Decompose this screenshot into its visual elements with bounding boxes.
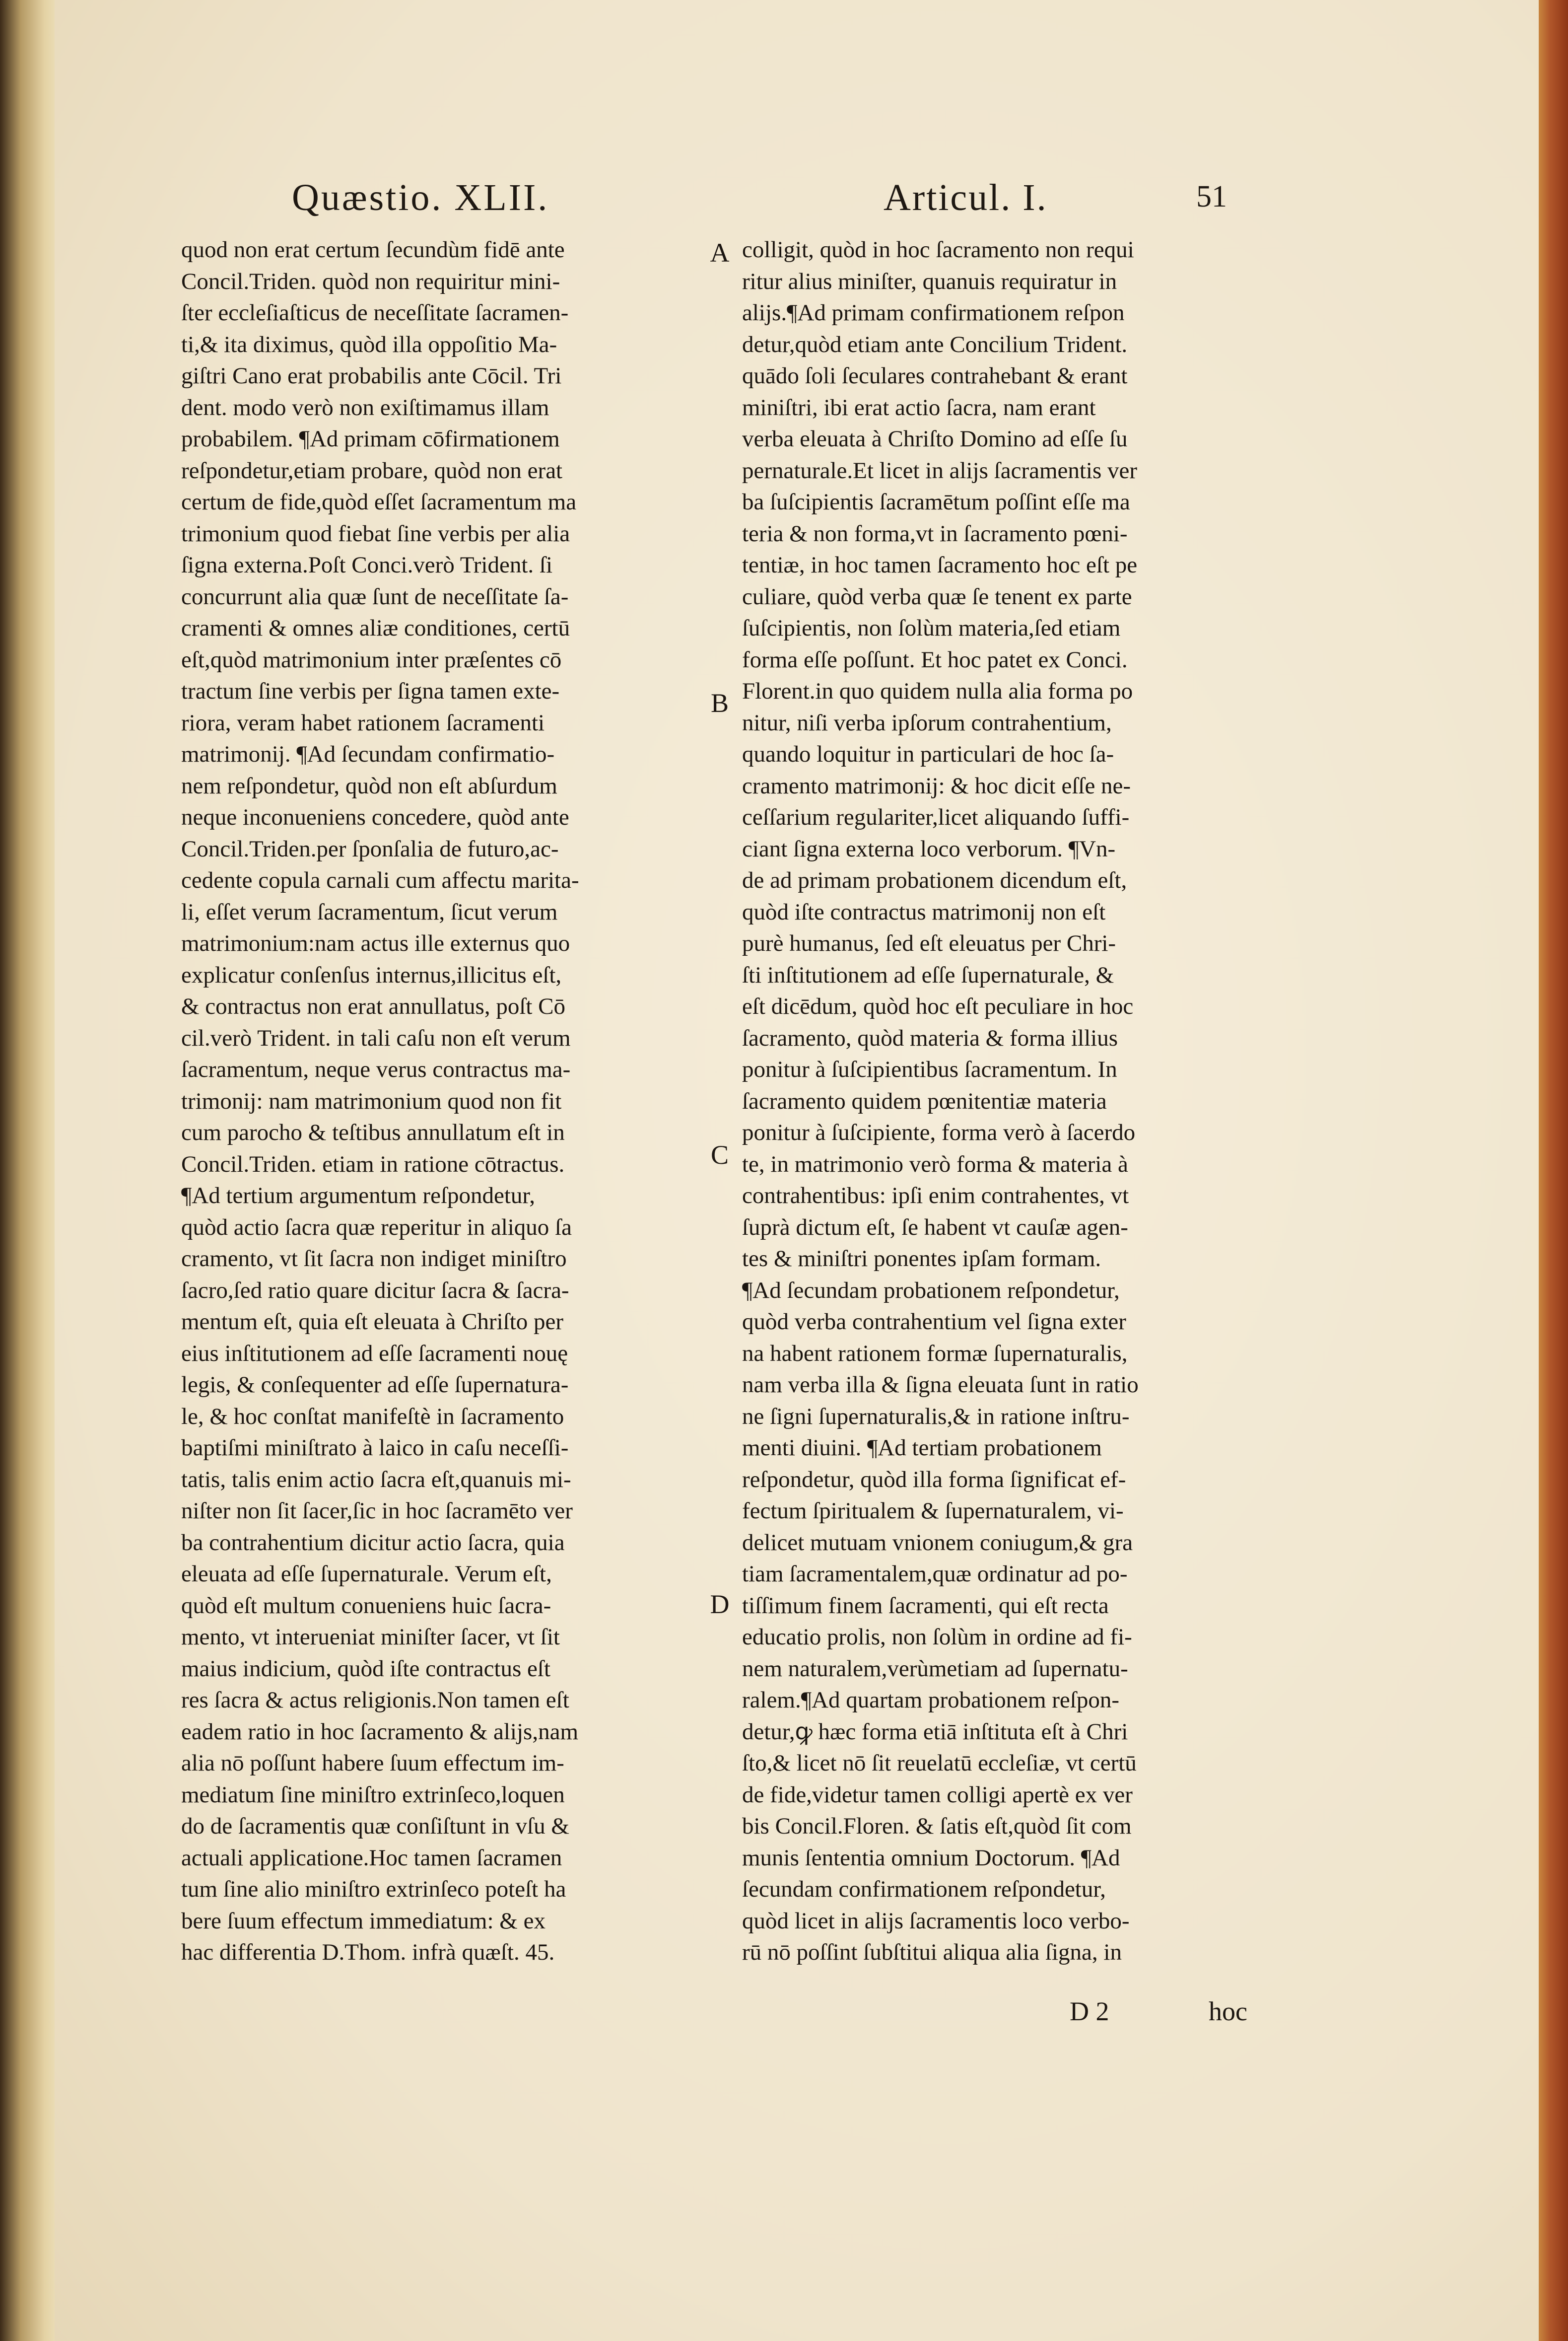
text-line: actuali applicatione.Hoc tamen ſacramen	[181, 1844, 562, 1871]
text-line: eſt,quòd matrimonium inter præſentes cō	[181, 646, 562, 673]
text-line: ſti inſtitutionem ad eſſe ſupernaturale, &	[742, 962, 1114, 988]
text-line: delicet mutuam vnionem coniugum,& gra	[742, 1529, 1133, 1556]
text-line: munis ſententia omnium Doctorum. ¶Ad	[742, 1844, 1120, 1871]
text-line: quòd actio ſacra quæ reperitur in aliquo ſa	[181, 1214, 572, 1240]
text-line: dent. modo verò non exiſtimamus illam	[181, 394, 549, 421]
text-line: purè humanus, ſed eſt eleuatus per Chri-	[742, 930, 1116, 956]
text-line: alia nō poſſunt habere ſuum effectum im-	[181, 1750, 564, 1776]
text-line: nam verba illa & ſigna eleuata ſunt in ratio	[742, 1372, 1139, 1398]
text-line: bere ſuum effectum immediatum: & ex	[181, 1908, 545, 1934]
text-line: legis, & conſequenter ad eſſe ſupernatura-	[181, 1372, 569, 1398]
text-line: ritur alius miniſter, quanuis requiratur in	[742, 268, 1117, 294]
text-line: ſuprà dictum eſt, ſe habent vt cauſæ agen-	[742, 1214, 1128, 1240]
text-line: ſuſcipientis, non ſolùm materia,ſed etiam	[742, 615, 1121, 641]
text-line: detur,ꝙ hæc forma etiā inſtituta eſt à Chri	[742, 1718, 1128, 1745]
text-line: cedente copula carnali cum affectu marita-	[181, 867, 579, 893]
text-line: Concil.Triden. quòd non requiritur mini-	[181, 268, 560, 294]
text-line: eadem ratio in hoc ſacramento & alijs,nam	[181, 1718, 579, 1745]
text-line: baptiſmi miniſtrato à laico in caſu neceſſi-	[181, 1435, 569, 1461]
margin-letter-a: A	[710, 238, 730, 268]
text-line: quòd verba contrahentium vel ſigna exter	[742, 1309, 1126, 1335]
text-line: ſacramento, quòd materia & forma illius	[742, 1025, 1118, 1051]
text-line: quòd eſt multum conueniens huic ſacra-	[181, 1592, 551, 1619]
page-edge-right	[1538, 0, 1568, 2341]
text-line: miniſtri, ibi erat actio ſacra, nam erant	[742, 394, 1096, 421]
book-binding-left	[0, 0, 60, 2341]
running-header	[55, 171, 1539, 226]
text-line: probabilem. ¶Ad primam cōfirmationem	[181, 426, 560, 452]
text-line: mentum eſt, quia eſt eleuata à Chriſto per	[181, 1309, 564, 1335]
text-line: concurrunt alia quæ ſunt de neceſſitate ſa-	[181, 583, 569, 610]
text-line: matrimonij. ¶Ad ſecundam confirmatio-	[181, 741, 555, 767]
text-line: colligit, quòd in hoc ſacramento non requi	[742, 237, 1134, 263]
text-line: hac differentia D.Thom. infrà quæſt. 45.	[181, 1939, 555, 1965]
text-line: ne ſigni ſupernaturalis,& in ratione inſtru-	[742, 1403, 1130, 1429]
text-line: menti diuini. ¶Ad tertiam probationem	[742, 1435, 1102, 1461]
text-line: tatis, talis enim actio ſacra eſt,quanuis mi-	[181, 1466, 571, 1492]
text-line: & contractus non erat annullatus, poſt Cō	[181, 993, 566, 1019]
text-line: cramento matrimonij: & hoc dicit eſſe ne-	[742, 773, 1131, 799]
text-line: de ad primam probationem dicendum eſt,	[742, 867, 1127, 893]
text-line: detur,quòd etiam ante Concilium Trident.	[742, 331, 1128, 357]
text-line: educatio prolis, non ſolùm in ordine ad fi-	[742, 1624, 1132, 1650]
text-line: cil.verò Trident. in tali caſu non eſt verum	[181, 1025, 571, 1051]
text-line: reſpondetur,etiam probare, quòd non erat	[181, 457, 563, 484]
text-line: li, eſſet verum ſacramentum, ſicut verum	[181, 899, 558, 925]
text-line: na habent rationem formæ ſupernaturalis,	[742, 1340, 1128, 1366]
text-line: cramenti & omnes aliæ conditiones, certū	[181, 615, 570, 641]
text-line: mento, vt interueniat miniſter ſacer, vt ſit	[181, 1624, 560, 1650]
text-line: rū nō poſſint ſubſtitui aliqua alia ſigna, in	[742, 1939, 1122, 1965]
text-line: nem reſpondetur, quòd non eſt abſurdum	[181, 773, 557, 799]
text-line: te, in matrimonio verò forma & materia à	[742, 1151, 1128, 1177]
text-line: quādo ſoli ſeculares contrahebant & erant	[742, 363, 1128, 389]
text-line: quando loquitur in particulari de hoc ſa-	[742, 741, 1114, 767]
header-quaestio: Quæstio. XLII.	[292, 177, 549, 218]
text-line: teria & non forma,vt in ſacramento pœni-	[742, 520, 1128, 547]
text-line: eleuata ad eſſe ſupernaturale. Verum eſt,	[181, 1561, 552, 1587]
text-line: de fide,videtur tamen colligi apertè ex ver	[742, 1781, 1133, 1808]
text-line: ſacramentum, neque verus contractus ma-	[181, 1057, 571, 1082]
text-line: eius inſtitutionem ad eſſe ſacramenti nouę	[181, 1340, 568, 1366]
text-line: contrahentibus: ipſi enim contrahentes, vt	[742, 1183, 1129, 1208]
book-page	[55, 0, 1539, 2341]
text-line: ceſſarium regulariter,licet aliquando ſuffi-	[742, 804, 1130, 830]
text-line: Concil.Triden. etiam in ratione cōtractus.	[181, 1151, 565, 1177]
text-line: certum de fide,quòd eſſet ſacramentum ma	[181, 489, 577, 515]
margin-letter-d: D	[710, 1589, 730, 1619]
text-line: bis Concil.Floren. & ſatis eſt,quòd ſit com	[742, 1813, 1132, 1839]
text-line: maius indicium, quòd iſte contractus eſt	[181, 1655, 551, 1682]
text-line: ſter eccleſiaſticus de neceſſitate ſacramen-	[181, 300, 569, 326]
text-line: ralem.¶Ad quartam probationem reſpon-	[742, 1687, 1119, 1713]
text-line: explicatur conſenſus internus,illicitus eſt,	[181, 962, 562, 988]
text-line: do de ſacramentis quæ conſiſtunt in vſu &	[181, 1813, 569, 1839]
text-line: ponitur à ſuſcipiente, forma verò à ſacerdo	[742, 1120, 1136, 1145]
text-line: nitur, niſi verba ipſorum contrahentium,	[742, 709, 1112, 736]
text-line: cramento, vt ſit ſacra non indiget miniſtro	[181, 1246, 567, 1272]
text-line: ba ſuſcipientis ſacramētum poſſint eſſe ma	[742, 489, 1130, 515]
text-line: ¶Ad ſecundam probationem reſpondetur,	[742, 1277, 1120, 1303]
text-line: tiam ſacramentalem,quæ ordinatur ad po-	[742, 1561, 1128, 1587]
text-line: ſto,& licet nō ſit reuelatū eccleſiæ, vt certū	[742, 1750, 1137, 1776]
text-line: reſpondetur, quòd illa forma ſignificat ef-	[742, 1466, 1126, 1492]
text-line: matrimonium:nam actus ille externus quo	[181, 930, 570, 956]
text-line: forma eſſe poſſunt. Et hoc patet ex Conci.	[742, 646, 1128, 673]
text-line: trimonij: nam matrimonium quod non fit	[181, 1088, 562, 1114]
text-line: tractum ſine verbis per ſigna tamen exte-	[181, 678, 560, 704]
text-line: trimonium quod fiebat ſine verbis per alia	[181, 520, 570, 547]
text-line: le, & hoc conſtat manifeſtè in ſacramento	[181, 1403, 564, 1429]
page-number: 51	[1196, 180, 1227, 213]
text-line: tentiæ, in hoc tamen ſacramento hoc eſt pe	[742, 552, 1138, 578]
text-line: tum ſine alio miniſtro extrinſeco poteſt ha	[181, 1876, 566, 1902]
text-line: ba contrahentium dicitur actio ſacra, quia	[181, 1529, 565, 1556]
text-line: quòd licet in alijs ſacramentis loco verbo-	[742, 1908, 1130, 1934]
text-line: ponitur à ſuſcipientibus ſacramentum. In	[742, 1057, 1117, 1082]
text-line: verba eleuata à Chriſto Domino ad eſſe ſu	[742, 426, 1128, 452]
text-line: culiare, quòd verba quæ ſe tenent ex parte	[742, 583, 1132, 610]
signature-mark: D 2	[1070, 1996, 1109, 2026]
text-line: ſigna externa.Poſt Conci.verò Trident. ſi	[181, 552, 553, 578]
text-column-left	[181, 234, 747, 1969]
text-line: res ſacra & actus religionis.Non tamen eſt	[181, 1687, 569, 1713]
text-column-right	[742, 234, 1320, 1969]
text-line: eſt dicēdum, quòd hoc eſt peculiare in hoc	[742, 993, 1134, 1019]
text-line: quòd iſte contractus matrimonij non eſt	[742, 899, 1106, 925]
text-line: giſtri Cano erat probabilis ante Cōcil. Tri	[181, 363, 562, 389]
text-line: mediatum ſine miniſtro extrinſeco,loquen	[181, 1781, 565, 1808]
text-line: niſter non ſit ſacer,ſic in hoc ſacramēto ver	[181, 1498, 573, 1524]
text-line: tes & miniſtri ponentes ipſam formam.	[742, 1246, 1101, 1272]
margin-letter-b: B	[710, 688, 729, 718]
text-line: pernaturale.Et licet in alijs ſacramentis ver	[742, 457, 1138, 484]
catchword: hoc	[1209, 1996, 1247, 2026]
text-line: ſecundam confirmationem reſpondetur,	[742, 1876, 1106, 1902]
text-line: ſacro,ſed ratio quare dicitur ſacra & ſacra-	[181, 1277, 569, 1303]
text-line: riora, veram habet rationem ſacramenti	[181, 709, 545, 736]
text-line: ſacramento quidem pœnitentiæ materia	[742, 1088, 1107, 1114]
text-line: ciant ſigna externa loco verborum. ¶Vn-	[742, 836, 1116, 862]
text-line: tiſſimum finem ſacramenti, qui eſt recta	[742, 1592, 1109, 1619]
text-line: cum parocho & teſtibus annullatum eſt in	[181, 1120, 565, 1145]
text-line: ti,& ita diximus, quòd illa oppoſitio Ma-	[181, 331, 557, 357]
text-line: alijs.¶Ad primam confirmationem reſpon	[742, 300, 1125, 326]
text-line: nem naturalem,verùmetiam ad ſupernatu-	[742, 1655, 1128, 1682]
text-line: Concil.Triden.per ſponſalia de futuro,ac-	[181, 836, 559, 862]
text-line: ¶Ad tertium argumentum reſpondetur,	[181, 1183, 535, 1208]
margin-letter-c: C	[710, 1140, 729, 1170]
text-line: quod non erat certum ſecundùm fidē ante	[181, 237, 565, 263]
text-line: Florent.in quo quidem nulla alia forma po	[742, 678, 1133, 704]
text-line: fectum ſpiritualem & ſupernaturalem, vi-	[742, 1498, 1124, 1524]
header-articulus: Articul. I.	[884, 177, 1048, 218]
text-line: neque inconueniens concedere, quòd ante	[181, 804, 569, 830]
